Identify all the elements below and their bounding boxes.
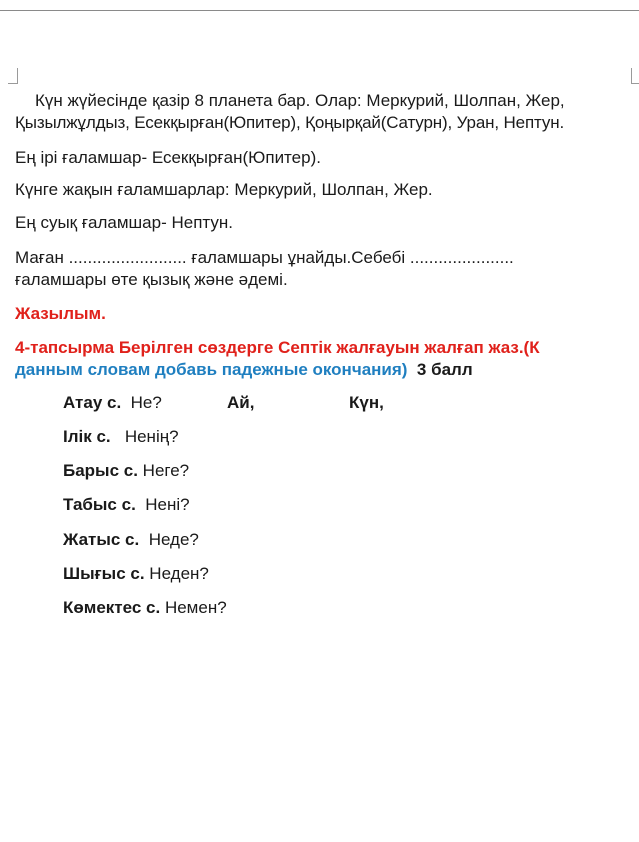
- given-word-2: Күн,: [349, 393, 384, 412]
- case-row-genitive: [63, 426, 179, 448]
- top-divider: [0, 10, 639, 11]
- case-row-locative: [63, 529, 199, 551]
- page-corner-mark-left: [8, 68, 18, 84]
- paragraph-closest-planets: Күнге жақын ғаламшарлар: Меркурий, Шолпан, Жер.: [15, 180, 433, 199]
- case-name: Көмектес с.: [63, 598, 161, 617]
- paragraph-favorite-planet-line1: Маған ......................... ғаламшары ұнайды.Себебі ......................: [15, 248, 514, 267]
- case-name: Шығыс с.: [63, 564, 145, 583]
- paragraph-largest-planet: Ең ірі ғаламшар- Есекқырған(Юпитер).: [15, 148, 321, 167]
- case-name: Жатыс с.: [63, 530, 140, 549]
- case-row-instrumental: [63, 597, 227, 619]
- case-question: Нені?: [145, 495, 190, 514]
- task-score: 3 балл: [416, 360, 473, 379]
- case-row-ablative: [63, 563, 209, 585]
- task-title-line1: 4-тапсырма Берілген сөздерге Септік жалғауын жалғап жаз.(К: [15, 338, 540, 357]
- given-word-1: Ай,: [227, 393, 255, 412]
- page-corner-mark-right: [631, 68, 639, 84]
- case-name: Ілік с.: [63, 427, 111, 446]
- case-question: Ненің?: [124, 427, 179, 446]
- task-translation: данным словам добавь падежные окончания): [15, 360, 408, 379]
- case-name: Табыс с.: [63, 495, 136, 514]
- case-name: Барыс с.: [63, 461, 138, 480]
- case-question: Не?: [130, 393, 162, 412]
- case-question: Неде?: [148, 530, 199, 549]
- task-title-line2: [15, 359, 473, 381]
- case-question: Немен?: [164, 598, 227, 617]
- case-row-accusative: [63, 494, 190, 516]
- paragraph-coldest-planet: Ең суық ғаламшар- Нептун.: [15, 213, 234, 232]
- section-heading: Жазылым.: [15, 304, 106, 323]
- paragraph-planets-line2: Қызылжұлдыз, Есекқырған(Юпитер), Қоңырқай(Сатурн), Уран, Нептун.: [15, 113, 565, 132]
- case-question: Неге?: [142, 461, 190, 480]
- paragraph-favorite-planet-line2: ғаламшары өте қызық және әдемі.: [15, 270, 288, 289]
- case-name: Атау с.: [63, 393, 122, 412]
- paragraph-planets-line1: Күн жүйесінде қазір 8 планета бар. Олар: Меркурий, Шолпан, Жер,: [35, 91, 565, 110]
- case-question: Неден?: [149, 564, 209, 583]
- case-row-dative: [63, 460, 189, 482]
- case-row-nominative: [63, 392, 162, 414]
